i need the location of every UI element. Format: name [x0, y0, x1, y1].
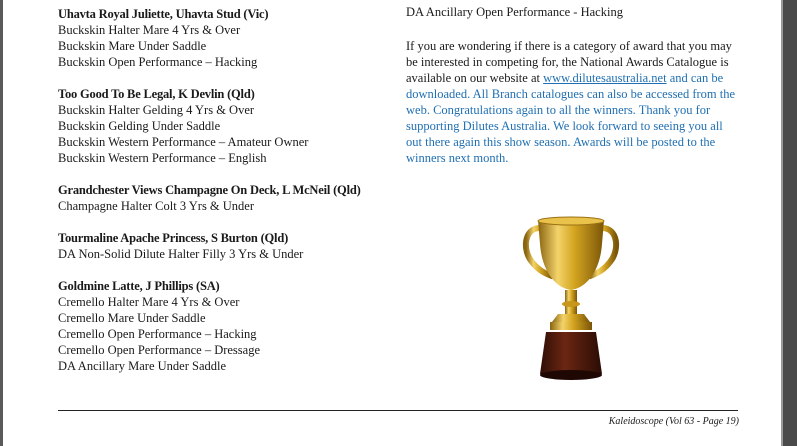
page-right-edge [783, 0, 797, 446]
award-line: Buckskin Open Performance – Hacking [58, 55, 258, 69]
entry-title: Grandchester Views Champagne On Deck, L McNeil (Qld) [58, 183, 361, 197]
award-line: DA Ancillary Open Performance - Hacking [406, 5, 623, 19]
award-entry [58, 230, 388, 262]
page-footer: Kaleidoscope (Vol 63 - Page 19) [608, 416, 739, 427]
website-link[interactable]: www.dilutesaustralia.net [543, 71, 667, 85]
award-line: Cremello Open Performance – Hacking [58, 327, 257, 341]
award-line: DA Non-Solid Dilute Halter Filly 3 Yrs & Under [58, 247, 304, 261]
award-line: Cremello Halter Mare 4 Yrs & Over [58, 295, 240, 309]
award-line: Champagne Halter Colt 3 Yrs & Under [58, 199, 255, 213]
awards-list [58, 6, 388, 390]
award-line: Buckskin Halter Mare 4 Yrs & Over [58, 23, 241, 37]
award-line: Buckskin Gelding Under Saddle [58, 119, 221, 133]
award-entry [58, 278, 388, 374]
award-line: Buckskin Western Performance – English [58, 151, 267, 165]
award-entry [58, 6, 388, 70]
award-line: Cremello Mare Under Saddle [58, 311, 206, 325]
award-entry [58, 86, 388, 166]
trophy-icon [522, 214, 620, 384]
award-line: Buckskin Mare Under Saddle [58, 39, 207, 53]
footer-rule [58, 410, 738, 411]
page-left-edge [0, 0, 3, 446]
info-paragraph [406, 38, 738, 166]
right-column [406, 4, 738, 166]
award-line: Cremello Open Performance – Dressage [58, 343, 261, 357]
entry-title: Too Good To Be Legal, K Devlin (Qld) [58, 87, 255, 101]
paragraph-text-blue: and can be downloaded. All Branch catalogues can also be accessed from the web. Congratulations again to all the winners. Thank you for supporting Dilutes Australia. We look forward to seeing you all out there again this show season. Awards will be posted to the winners next month. [406, 71, 736, 165]
award-line: Buckskin Western Performance – Amateur Owner [58, 135, 309, 149]
entry-title: Uhavta Royal Juliette, Uhavta Stud (Vic) [58, 7, 269, 21]
entry-title: Goldmine Latte, J Phillips (SA) [58, 279, 220, 293]
award-entry [58, 182, 388, 214]
entry-title: Tourmaline Apache Princess, S Burton (Qld) [58, 231, 289, 245]
award-line: DA Ancillary Mare Under Saddle [58, 359, 227, 373]
paragraph-text: If you are wondering if there is a category of award that you may be interested in competing for, the National Awards Catalogue is available on our website at [406, 39, 732, 85]
award-line: Buckskin Halter Gelding 4 Yrs & Over [58, 103, 255, 117]
